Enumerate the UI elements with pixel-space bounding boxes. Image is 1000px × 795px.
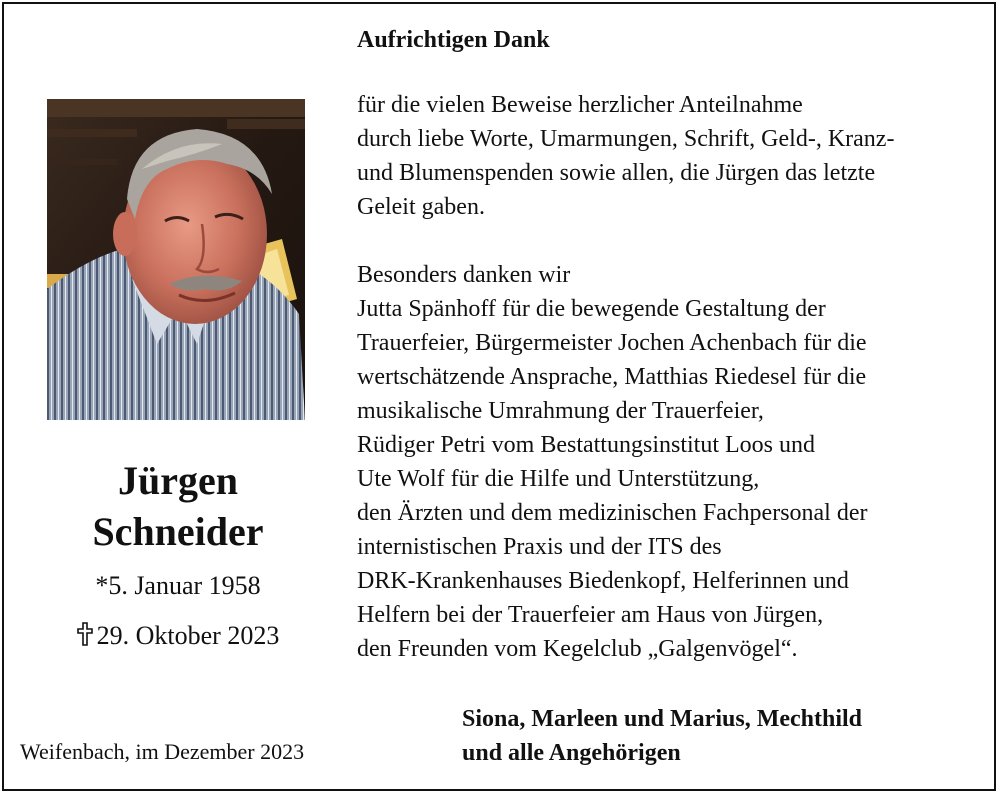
text-line: und Blumenspenden sowie allen, die Jürgen das letzte [357,160,876,186]
text-line: den Ärzten und dem medizinischen Fachpersonal der [357,500,868,526]
text-line: musikalische Umrahmung der Trauerfeier, [357,398,764,424]
place-and-date: Weifenbach, im Dezember 2023 [20,739,305,764]
death-date: 29. Oktober 2023 [96,621,280,650]
text-line: durch liebe Worte, Umarmungen, Schrift, Geld-, Kranz- [357,126,895,152]
text-line: für die vielen Beweise herzlicher Anteilnahme [357,92,803,118]
text-line: Besonders danken wir [357,262,571,288]
family-signature [462,702,862,770]
text-line: Trauerfeier, Bürgermeister Jochen Achenbach für die [357,330,867,356]
page-title: Aufrichtigen Dank [357,27,550,53]
special-thanks-paragraph [357,258,993,666]
text-line: internistischen Praxis und der ITS des [357,534,722,560]
deceased-first-name: Jürgen [118,458,238,503]
text-line: Ute Wolf für die Hilfe und Unterstützung, [357,466,760,492]
portrait-photo [47,99,305,420]
signature-line: und alle Angehörigen [462,740,681,766]
text-line: Rüdiger Petri vom Bestattungsinstitut Loos und [357,432,815,458]
signature-line: Siona, Marleen und Marius, Mechthild [462,706,863,732]
text-line: Geleit gaben. [357,194,485,220]
death-date-row [20,620,336,652]
text-line: den Freunden vom Kegelclub „Galgenvögel“. [357,636,798,662]
thanks-paragraph [357,88,993,224]
text-line: Helfern bei der Trauerfeier am Haus von Jürgen, [357,602,824,628]
latin-cross-icon [77,622,93,646]
birth-date: *5. Januar 1958 [95,571,261,600]
text-line: wertschätzende Ansprache, Matthias Riedesel für die [357,364,867,390]
portrait-image [47,99,305,420]
text-line: Jutta Spänhoff für die bewegende Gestaltung der [357,296,826,322]
text-line: DRK-Krankenhauses Biedenkopf, Helferinnen und [357,568,849,594]
deceased-last-name: Schneider [92,509,264,554]
